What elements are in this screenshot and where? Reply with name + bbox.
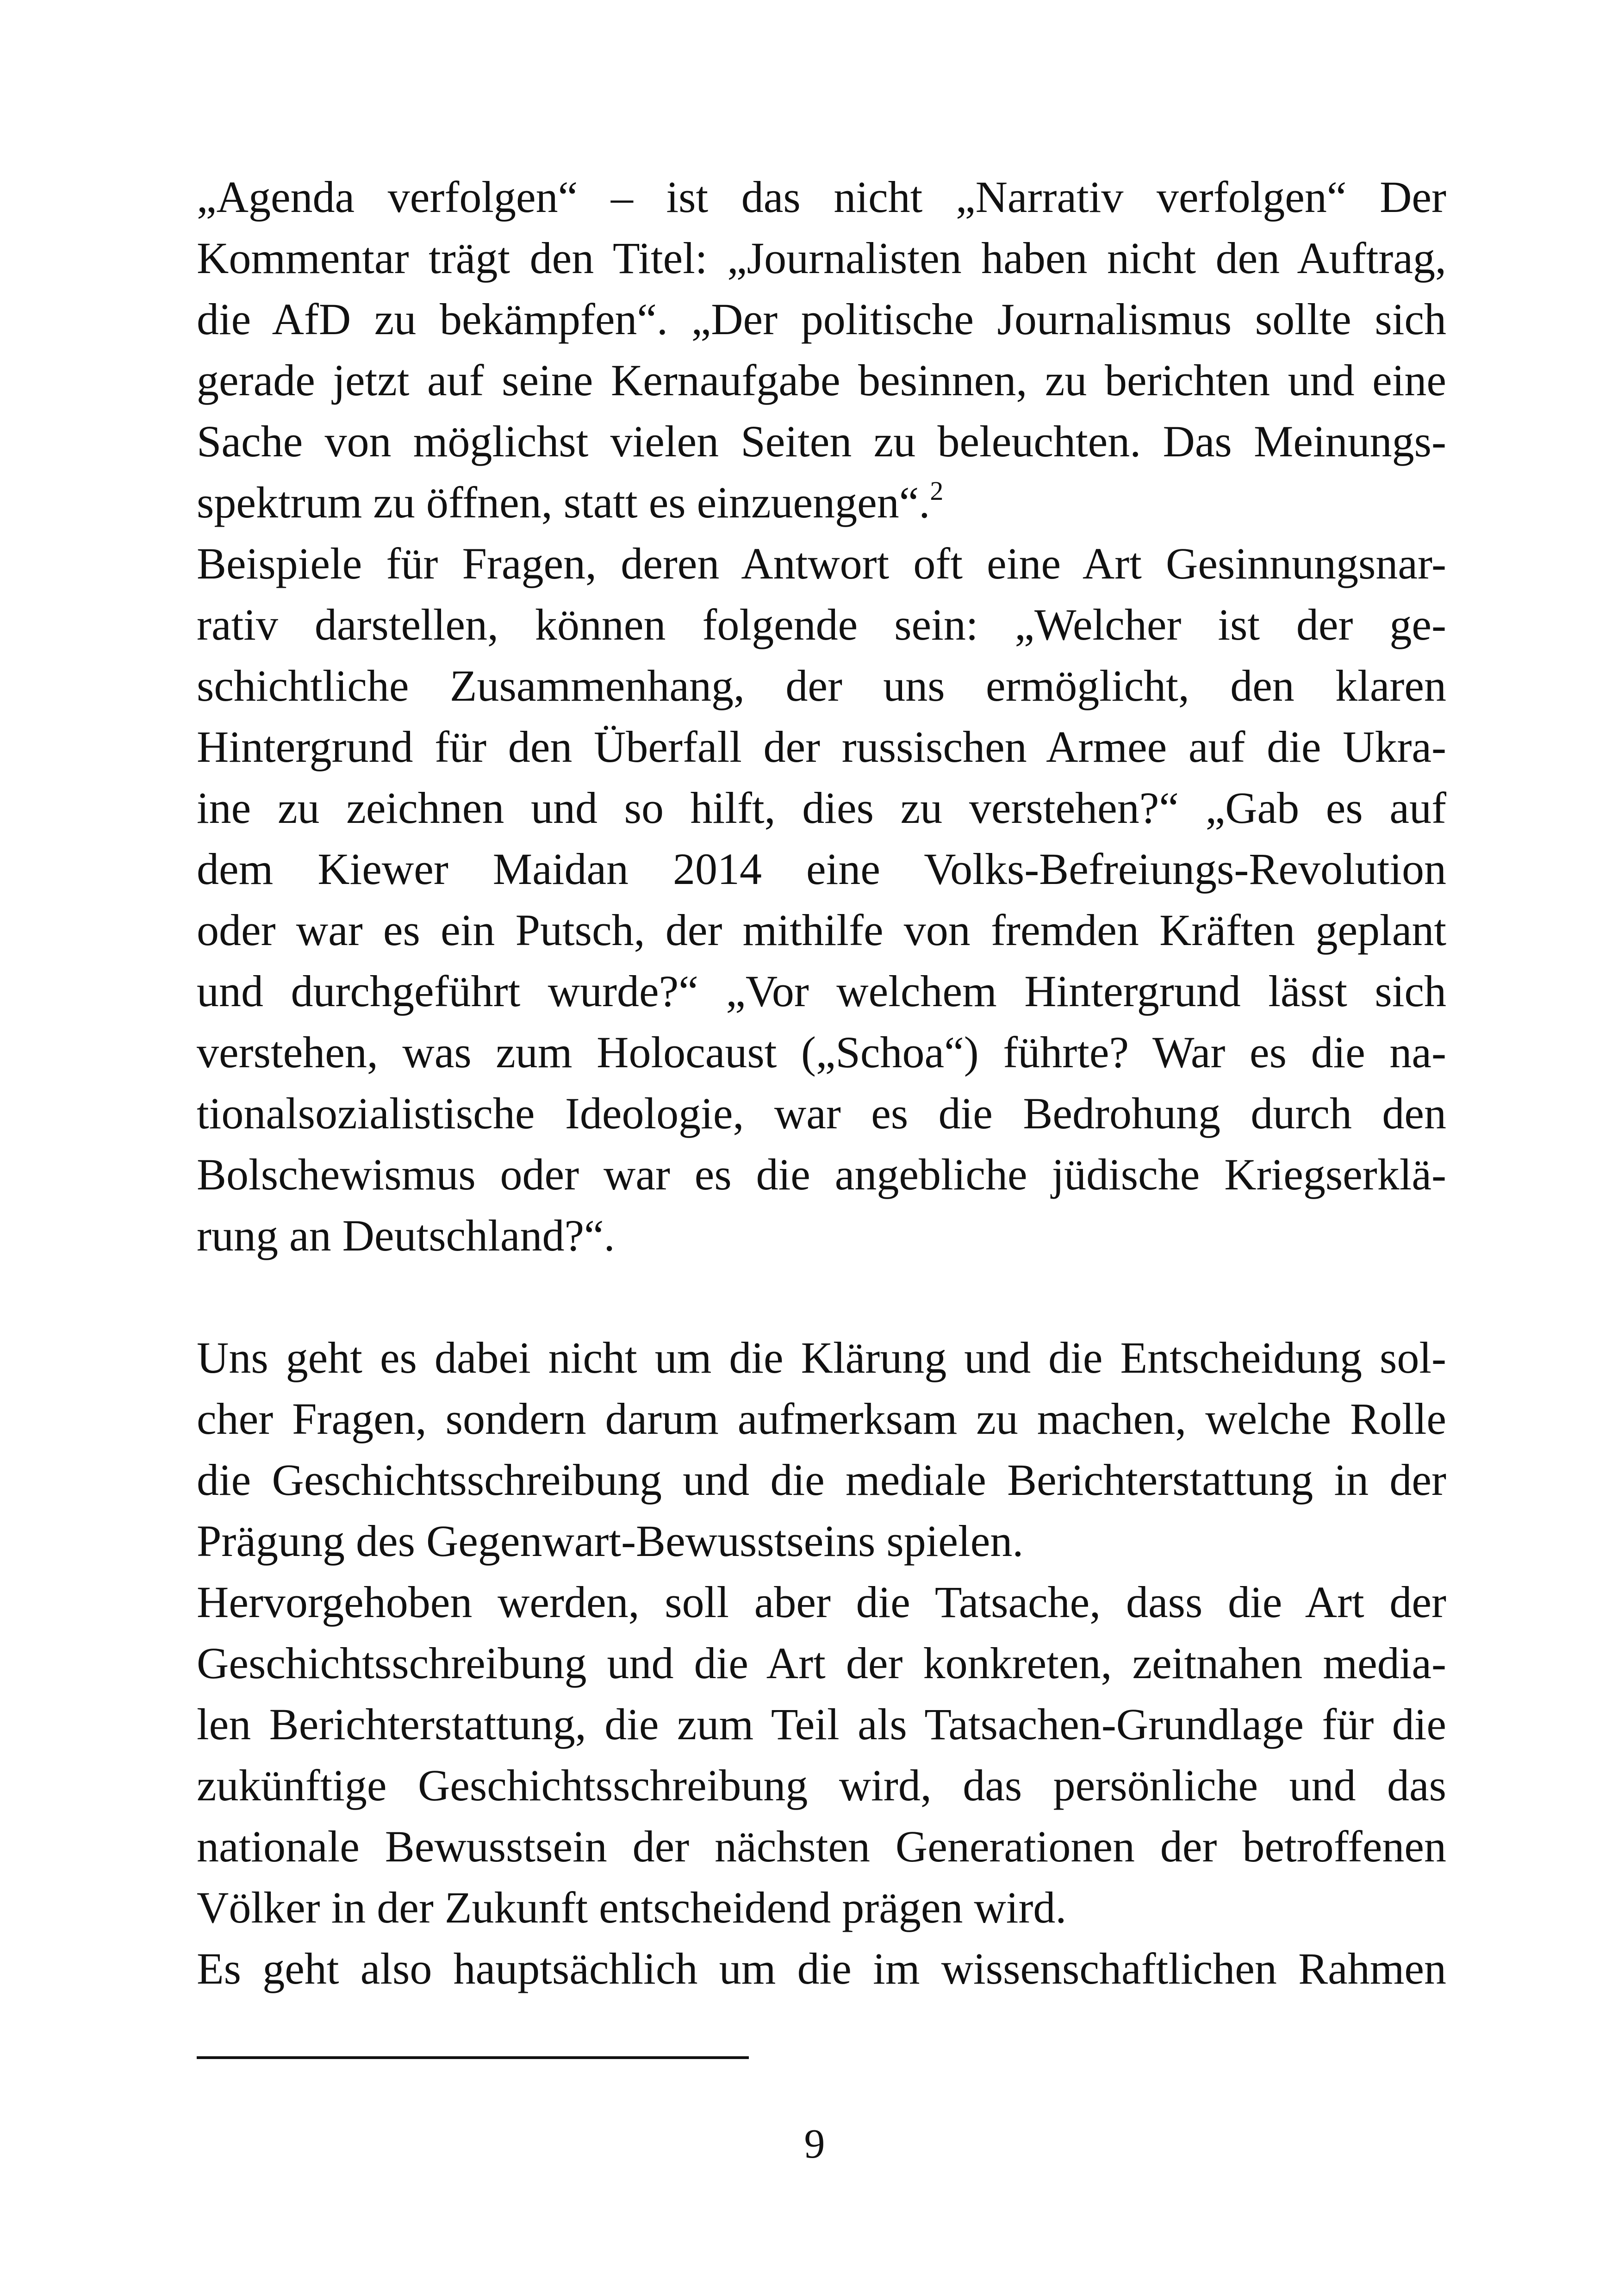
text-line: rativ darstellen, können folgende sein: „Welcher ist der ge- (197, 600, 1446, 649)
footnote-separator-rule (197, 2056, 749, 2059)
text-line: schichtliche Zusammenhang, der uns ermöglicht, den klaren (197, 661, 1446, 710)
text-line: Es geht also hauptsächlich um die im wissenschaftlichen Rahmen (197, 1944, 1446, 1993)
text-line: oder war es ein Putsch, der mithilfe von fremden Kräften geplant (197, 905, 1446, 955)
text-line: spektrum zu öffnen, statt es einzuengen“. (197, 478, 930, 527)
text-line: len Berichterstattung, die zum Teil als Tatsachen-Grundlage für die (197, 1699, 1446, 1749)
text-line: „Agenda verfolgen“ – ist das nicht „Narrativ verfolgen“ Der (197, 172, 1446, 222)
text-line: Kommentar trägt den Titel: „Journalisten haben nicht den Auftrag, (197, 233, 1446, 283)
text-line: und durchgeführt wurde?“ „Vor welchem Hintergrund lässt sich (197, 966, 1446, 1016)
text-line: nationale Bewusstsein der nächsten Generationen der betroffenen (197, 1822, 1446, 1871)
paragraph-gap (197, 1266, 1446, 1327)
text-line: Sache von möglichst vielen Seiten zu beleuchten. Das Meinungs- (197, 417, 1446, 466)
text-line: Bolschewismus oder war es die angebliche jüdische Kriegserklä- (197, 1150, 1446, 1199)
text-line: Prägung des Gegenwart-Bewusstseins spielen. (197, 1516, 1024, 1566)
body-text (197, 167, 1446, 1999)
text-line: ine zu zeichnen und so hilft, dies zu verstehen?“ „Gab es auf (197, 783, 1446, 833)
text-line: Hervorgehoben werden, soll aber die Tatsache, dass die Art der (197, 1577, 1446, 1627)
text-line: rung an Deutschland?“. (197, 1211, 615, 1260)
text-line: Hintergrund für den Überfall der russischen Armee auf die Ukra- (197, 722, 1446, 772)
page-number: 9 (804, 2121, 825, 2167)
text-line: Völker in der Zukunft entscheidend prägen wird. (197, 1883, 1067, 1932)
text-line-with-footnote (197, 472, 1446, 533)
text-line: verstehen, was zum Holocaust („Schoa“) führte? War es die na- (197, 1027, 1446, 1077)
text-line: die AfD zu bekämpfen“. „Der politische Journalismus sollte sich (197, 294, 1446, 344)
text-line: dem Kiewer Maidan 2014 eine Volks-Befreiungs-Revolution (197, 844, 1446, 894)
text-line: die Geschichtsschreibung und die mediale Berichterstattung in der (197, 1455, 1446, 1505)
text-line: tionalsozialistische Ideologie, war es die Bedrohung durch den (197, 1089, 1446, 1138)
text-line: gerade jetzt auf seine Kernaufgabe besinnen, zu berichten und eine (197, 355, 1446, 405)
text-line: Beispiele für Fragen, deren Antwort oft eine Art Gesinnungsnar- (197, 539, 1446, 588)
text-line: zukünftige Geschichtsschreibung wird, das persönliche und das (197, 1761, 1446, 1810)
footnote-reference: 2 (930, 476, 944, 506)
text-line: Geschichtsschreibung und die Art der konkreten, zeitnahen media- (197, 1638, 1446, 1688)
text-line: Uns geht es dabei nicht um die Klärung und die Entscheidung sol- (197, 1333, 1446, 1382)
text-line: cher Fragen, sondern darum aufmerksam zu machen, welche Rolle (197, 1394, 1446, 1444)
